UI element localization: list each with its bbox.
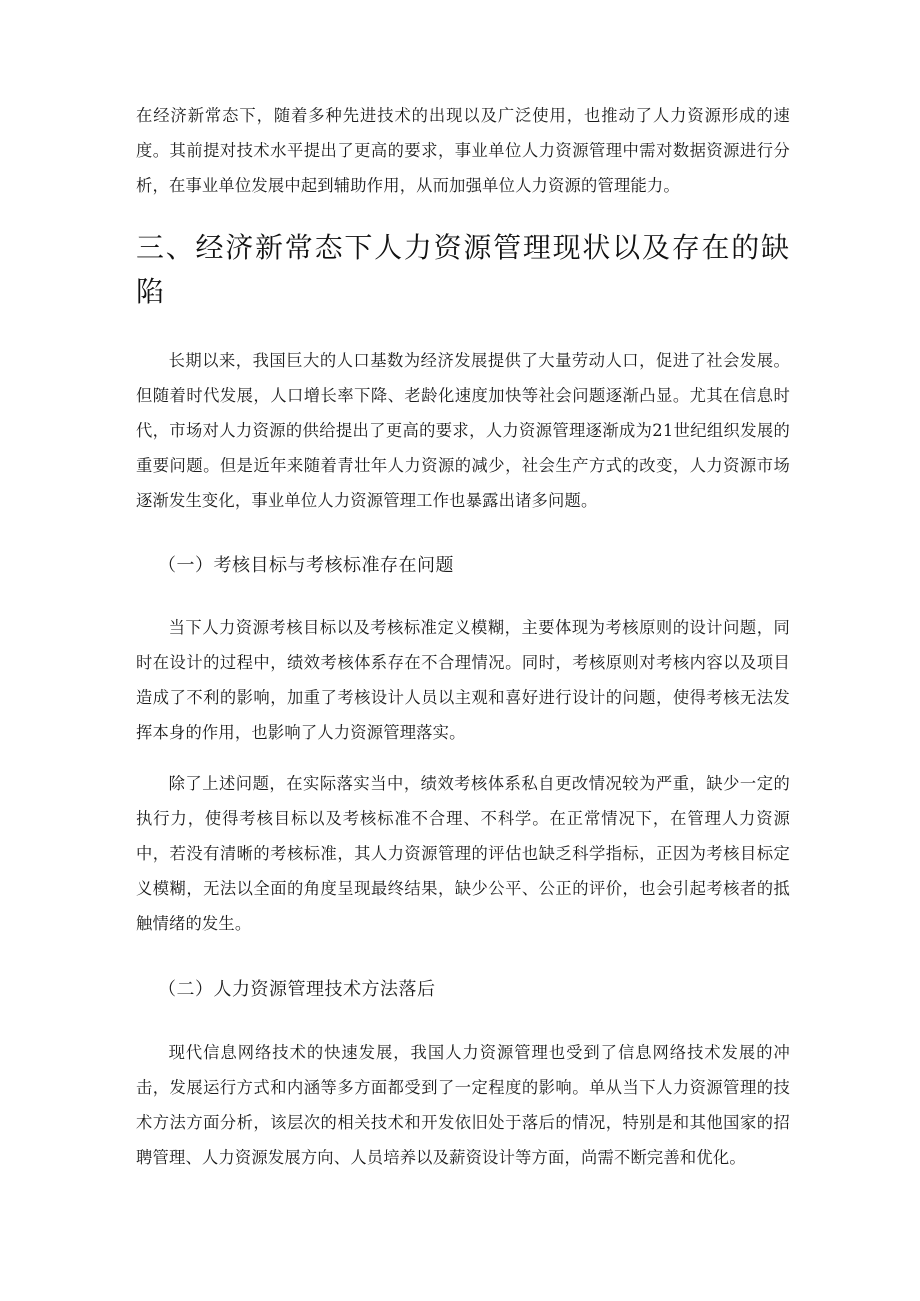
document-page	[136, 98, 790, 1175]
subsection-1-paragraph-a: 当下人力资源考核目标以及考核标准定义模糊，主要体现为考核原则的设计问题，同时在设计的过程中，绩效考核体系存在不合理情况。同时，考核原则对考核内容以及项目造成了不利的影响，加重了考核设计人员以主观和喜好进行设计的问题，使得考核无法发挥本身的作用，也影响了人力资源管理落实。	[136, 618, 790, 742]
intro-paragraph: 在经济新常态下，随着多种先进技术的出现以及广泛使用，也推动了人力资源形成的速度。其前提对技术水平提出了更高的要求，事业单位人力资源管理中需对数据资源进行分析，在事业单位发展中起到辅助作用，从而加强单位人力资源的管理能力。	[136, 106, 790, 195]
section-heading: 三、经济新常态下人力资源管理现状以及存在的缺陷	[136, 231, 790, 308]
section-paragraph: 长期以来，我国巨大的人口基数为经济发展提供了大量劳动人口，促进了社会发展。但随着时代发展，人口增长率下降、老龄化速度加快等社会问题逐渐凸显。尤其在信息时代，市场对人力资源的供给提出了更高的要求，人力资源管理逐渐成为21世纪组织发展的重要问题。但是近年来随着青壮年人力资源的减少，社会生产方式的改变，人力资源市场逐渐发生变化，事业单位人力资源管理工作也暴露出诸多问题。	[136, 351, 790, 510]
subsection-1-paragraph-b: 除了上述问题，在实际落实当中，绩效考核体系私自更改情况较为严重，缺少一定的执行力，使得考核目标以及考核标准不合理、不科学。在正常情况下，在管理人力资源中，若没有清晰的考核标准，其人力资源管理的评估也缺乏科学指标，正因为考核目标定义模糊，无法以全面的角度呈现最终结果，缺少公平、公正的评价，也会引起考核者的抵触情绪的发生。	[136, 774, 790, 933]
subsection-1-heading: （一）考核目标与考核标准存在问题	[158, 555, 454, 576]
subsection-2-heading: （二）人力资源管理技术方法落后	[158, 979, 436, 1000]
subsection-2-paragraph: 现代信息网络技术的快速发展，我国人力资源管理也受到了信息网络技术发展的冲击，发展运行方式和内涵等多方面都受到了一定程度的影响。单从当下人力资源管理的技术方法方面分析，该层次的相关技术和开发依旧处于落后的情况，特别是和其他国家的招聘管理、人力资源发展方向、人员培养以及薪资设计等方面，尚需不断完善和优化。	[136, 1043, 790, 1167]
